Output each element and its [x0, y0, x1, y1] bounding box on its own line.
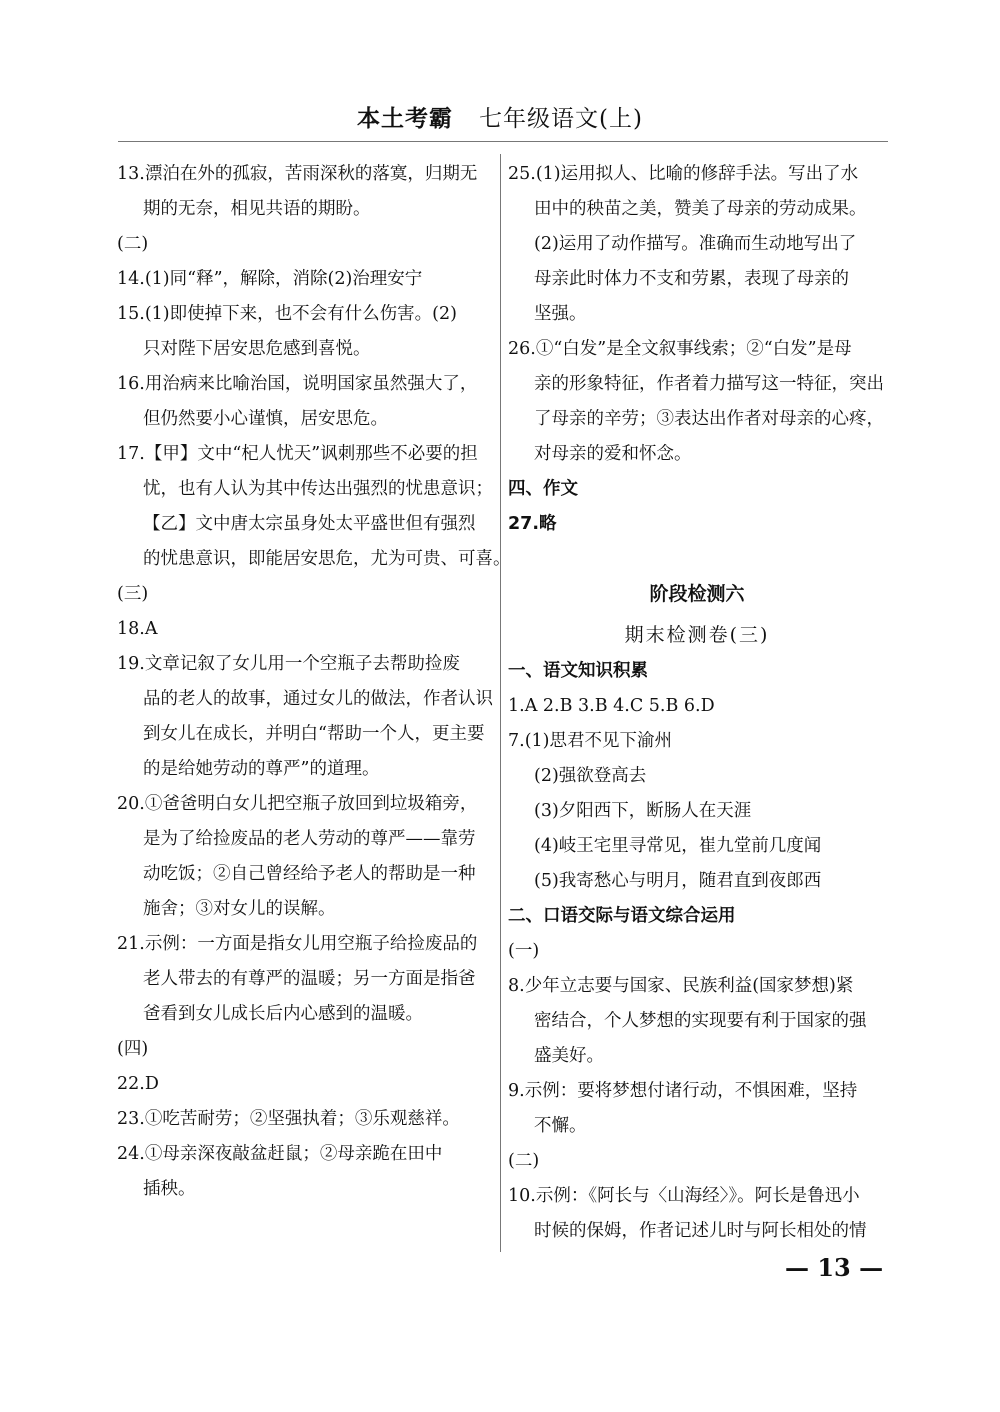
part-heading-communication: 二、口语交际与语文综合运用 — [508, 906, 736, 926]
answer-line: (3)夕阳西下，断肠人在天涯 — [534, 801, 752, 821]
exam-title: 期末检测卷(三) — [624, 624, 770, 646]
answer-line: 【乙】文中唐太宗虽身处太平盛世但有强烈 — [143, 514, 476, 534]
answer-line: 只对陛下居安思危感到喜悦。 — [143, 339, 371, 359]
column-divider — [500, 154, 501, 1252]
section-heading-composition: 四、作文 — [508, 479, 578, 499]
stage-title: 阶段检测六 — [649, 583, 745, 605]
answer-line: 18.A — [117, 619, 158, 639]
answer-line: 插秧。 — [143, 1179, 196, 1199]
answer-line: 亲的形象特征，作者着力描写这一特征，突出 — [534, 374, 884, 394]
right-column — [508, 157, 886, 1249]
subject-title: 七年级语文(上) — [479, 106, 643, 132]
answer-line: 20.①爸爸明白女儿把空瓶子放回到垃圾箱旁， — [117, 794, 478, 814]
answer-line: 忧，也有人认为其中传达出强烈的忧患意识； — [143, 479, 493, 499]
answer-line: 的是给她劳动的尊严”的道理。 — [143, 759, 380, 779]
answer-line: (5)我寄愁心与明月，随君直到夜郎西 — [534, 871, 822, 891]
answer-line: (2)运用了动作描写。准确而生动地写出了 — [534, 234, 857, 254]
answer-line: 22.D — [117, 1074, 159, 1094]
answer-line: 品的老人的故事，通过女儿的做法，作者认识 — [143, 689, 493, 709]
answer-line: 是为了给捡废品的老人劳动的尊严——靠劳 — [143, 829, 476, 849]
answer-line: 13.漂泊在外的孤寂，苦雨深秋的落寞，归期无 — [117, 164, 478, 184]
answer-line: 田中的秧苗之美，赞美了母亲的劳动成果。 — [534, 199, 867, 219]
answer-line: 14.(1)同“释”，解除，消除(2)治理安宁 — [117, 269, 423, 289]
answer-line: 的忧患意识，即能居安思危，尤为可贵、可喜。 — [143, 549, 511, 569]
answer-line: 15.(1)即使掉下来，也不会有什么伤害。(2) — [117, 304, 457, 324]
answer-line: 坚强。 — [534, 304, 587, 324]
answer-line: 但仍然要小心谨慎，居安思危。 — [143, 409, 388, 429]
section-marker: (一) — [508, 941, 540, 961]
section-marker: (四) — [117, 1039, 149, 1059]
answer-line: (2)强欲登高去 — [534, 766, 647, 786]
part-heading-knowledge: 一、语文知识积累 — [508, 661, 648, 681]
answer-line: 母亲此时体力不支和劳累，表现了母亲的 — [534, 269, 849, 289]
answer-line: 19.文章记叙了女儿用一个空瓶子去帮助捡废 — [117, 654, 460, 674]
spacer — [508, 542, 886, 572]
answer-line: 施舍；③对女儿的误解。 — [143, 899, 336, 919]
answer-line: 不懈。 — [534, 1116, 587, 1136]
answer-line: 盛美好。 — [534, 1046, 604, 1066]
answer-line: 8.少年立志要与国家、民族利益(国家梦想)紧 — [508, 976, 854, 996]
answer-line: 期的无奈，相见共语的期盼。 — [143, 199, 371, 219]
answer-line: 对母亲的爱和怀念。 — [534, 444, 692, 464]
answer-line: 时候的保姆，作者记述儿时与阿长相处的情 — [534, 1221, 867, 1241]
multiple-choice-answers: 1.A 2.B 3.B 4.C 5.B 6.D — [508, 696, 715, 716]
answer-line: 老人带去的有尊严的温暖；另一方面是指爸 — [143, 969, 476, 989]
answer-line: 9.示例：要将梦想付诸行动，不惧困难，坚持 — [508, 1081, 858, 1101]
book-title: 本土考霸 — [357, 106, 454, 132]
answer-line: 23.①吃苦耐劳；②坚强执着；③乐观慈祥。 — [117, 1109, 460, 1129]
answer-line: 7.(1)思君不见下渝州 — [508, 731, 672, 751]
header-rule — [118, 141, 888, 142]
answer-line: 21.示例：一方面是指女儿用空瓶子给捡废品的 — [117, 934, 478, 954]
answer-line: 到女儿在成长，并明白“帮助一个人，更主要 — [143, 724, 485, 744]
answer-line: 25.(1)运用拟人、比喻的修辞手法。写出了水 — [508, 164, 859, 184]
section-marker: (二) — [117, 234, 149, 254]
answer-line: 10.示例：《阿长与〈山海经〉》。阿长是鲁迅小 — [508, 1186, 860, 1206]
answer-line: 了母亲的辛劳；③表达出作者对母亲的心疼， — [534, 409, 884, 429]
answer-line: 动吃饭；②自己曾经给予老人的帮助是一种 — [143, 864, 476, 884]
page-number: — 13 — — [785, 1253, 884, 1282]
answer-line: (4)岐王宅里寻常见，崔九堂前几度闻 — [534, 836, 822, 856]
left-column — [117, 157, 511, 1207]
answer-line: 爸看到女儿成长后内心感到的温暖。 — [143, 1004, 423, 1024]
section-marker: (三) — [117, 584, 149, 604]
answer-line: 16.用治病来比喻治国，说明国家虽然强大了， — [117, 374, 478, 394]
answer-line: 17.【甲】文中“杞人忧天”讽刺那些不必要的担 — [117, 444, 478, 464]
section-marker: (二) — [508, 1151, 540, 1171]
answer-line: 26.①“白发”是全文叙事线索；②“白发”是母 — [508, 339, 852, 359]
answer-line: 24.①母亲深夜敲盆赶鼠；②母亲跪在田中 — [117, 1144, 443, 1164]
answer-line: 27.略 — [508, 514, 557, 534]
running-header — [0, 100, 1000, 133]
answer-line: 密结合，个人梦想的实现要有利于国家的强 — [534, 1011, 867, 1031]
